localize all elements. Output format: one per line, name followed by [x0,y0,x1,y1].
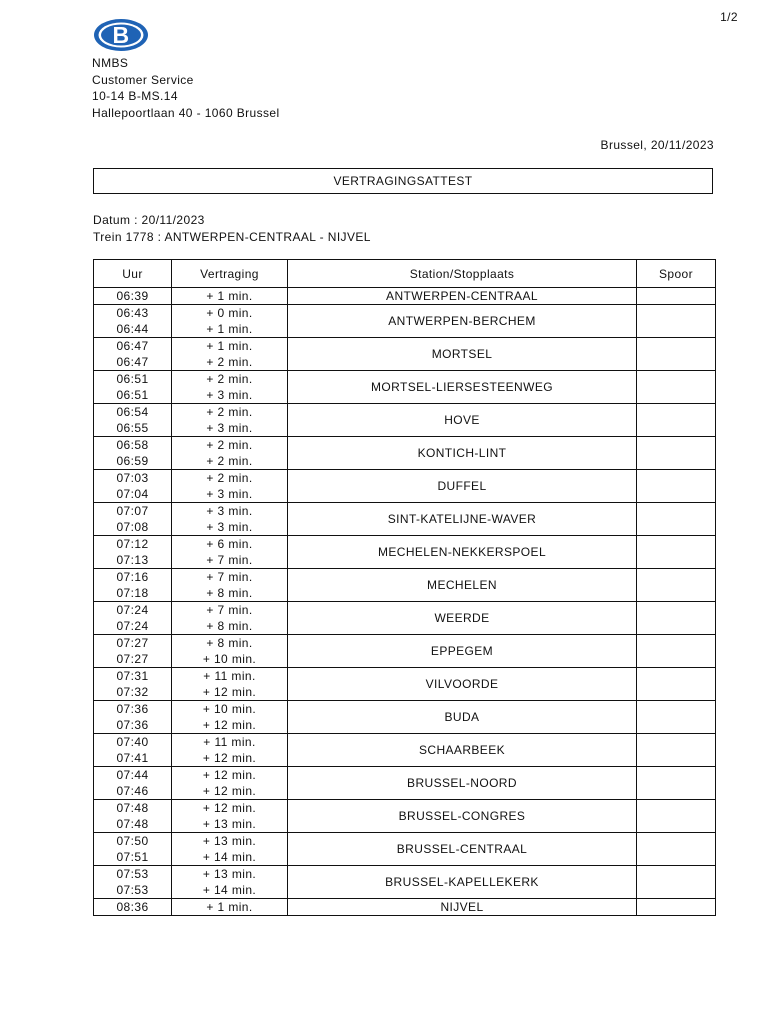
vertraging-cell [172,536,288,569]
spoor-cell [637,338,716,371]
place-date: Brussel, 20/11/2023 [600,138,714,152]
vertraging-value: + 14 min. [202,883,257,897]
uur-value: 07:51 [116,850,149,864]
table-row [94,833,716,866]
spoor-cell [637,635,716,668]
uur-value: 06:55 [116,421,149,435]
table-row [94,536,716,569]
uur-cell [94,470,172,503]
uur-value: 07:41 [116,751,149,765]
sender-org: NMBS [92,56,129,70]
uur-value: 06:51 [116,388,149,402]
spoor-cell [637,503,716,536]
vertraging-value: + 12 min. [202,784,257,798]
uur-cell [94,899,172,916]
vertraging-cell [172,470,288,503]
uur-value: 08:36 [116,900,149,914]
vertraging-cell [172,338,288,371]
uur-value: 07:31 [116,669,149,683]
uur-cell [94,866,172,899]
uur-value: 07:18 [116,586,149,600]
uur-value: 07:36 [116,702,149,716]
uur-cell [94,404,172,437]
spoor-cell [637,767,716,800]
sender-address [92,55,280,121]
journey-meta [93,212,371,245]
vertraging-cell [172,767,288,800]
station-cell: WEERDE [288,602,637,635]
uur-value: 06:43 [116,306,149,320]
station-cell: BRUSSEL-NOORD [288,767,637,800]
uur-value: 07:27 [116,636,149,650]
uur-value: 06:54 [116,405,149,419]
uur-value: 07:32 [116,685,149,699]
spoor-cell [637,833,716,866]
uur-value: 07:24 [116,619,149,633]
uur-value: 07:44 [116,768,149,782]
table-row [94,899,716,916]
vertraging-value: + 7 min. [206,603,253,617]
nmbs-logo [93,18,149,52]
uur-value: 07:53 [116,883,149,897]
uur-value: 07:53 [116,867,149,881]
vertraging-value: + 12 min. [202,685,257,699]
spoor-cell [637,800,716,833]
station-cell: NIJVEL [288,899,637,916]
uur-value: 07:13 [116,553,149,567]
table-row [94,800,716,833]
station-cell: BRUSSEL-CENTRAAL [288,833,637,866]
vertraging-value: + 13 min. [202,817,257,831]
vertraging-value: + 8 min. [206,636,253,650]
uur-cell [94,800,172,833]
station-cell: VILVOORDE [288,668,637,701]
vertraging-value: + 2 min. [206,355,253,369]
vertraging-value: + 12 min. [202,751,257,765]
uur-cell [94,668,172,701]
uur-value: 07:50 [116,834,149,848]
station-cell: MORTSEL [288,338,637,371]
uur-value: 07:24 [116,603,149,617]
station-cell: SINT-KATELIJNE-WAVER [288,503,637,536]
table-row [94,288,716,305]
logo-letter: B [112,22,130,48]
uur-value: 06:47 [116,339,149,353]
uur-value: 07:16 [116,570,149,584]
station-cell: ANTWERPEN-BERCHEM [288,305,637,338]
vertraging-cell [172,305,288,338]
table-row [94,470,716,503]
uur-value: 07:48 [116,801,149,815]
vertraging-value: + 1 min. [206,289,253,303]
station-cell: KONTICH-LINT [288,437,637,470]
uur-value: 07:07 [116,504,149,518]
vertraging-value: + 2 min. [206,471,253,485]
spoor-cell [637,602,716,635]
table-row [94,305,716,338]
spoor-cell [637,866,716,899]
vertraging-value: + 0 min. [206,306,253,320]
vertraging-cell [172,602,288,635]
uur-value: 06:44 [116,322,149,336]
uur-value: 07:04 [116,487,149,501]
vertraging-cell [172,288,288,305]
station-cell: SCHAARBEEK [288,734,637,767]
table-row [94,701,716,734]
uur-value: 07:40 [116,735,149,749]
vertraging-cell [172,404,288,437]
spoor-cell [637,536,716,569]
uur-cell [94,371,172,404]
uur-cell [94,734,172,767]
station-cell: BUDA [288,701,637,734]
station-cell: BRUSSEL-KAPELLEKERK [288,866,637,899]
vertraging-value: + 12 min. [202,768,257,782]
station-cell: ANTWERPEN-CENTRAAL [288,288,637,305]
spoor-cell [637,569,716,602]
vertraging-cell [172,503,288,536]
uur-value: 06:39 [116,289,149,303]
table-row [94,866,716,899]
sender-department: Customer Service [92,72,194,87]
station-cell: BRUSSEL-CONGRES [288,800,637,833]
table-row [94,602,716,635]
spoor-cell [637,288,716,305]
spoor-cell [637,899,716,916]
header-vertraging: Vertraging [172,260,288,288]
sender-street: Hallepoortlaan 40 - 1060 Brussel [92,105,280,120]
vertraging-value: + 3 min. [206,388,253,402]
vertraging-cell [172,866,288,899]
page-number: 1/2 [720,10,738,24]
uur-value: 06:58 [116,438,149,452]
station-cell: HOVE [288,404,637,437]
uur-value: 07:12 [116,537,149,551]
vertraging-value: + 3 min. [206,421,253,435]
spoor-cell [637,437,716,470]
vertraging-cell [172,635,288,668]
spoor-cell [637,404,716,437]
vertraging-value: + 13 min. [202,867,257,881]
vertraging-cell [172,668,288,701]
vertraging-value: + 10 min. [202,702,257,716]
vertraging-cell [172,569,288,602]
datum-line: Datum : 20/11/2023 [93,213,205,227]
uur-cell [94,833,172,866]
vertraging-cell [172,800,288,833]
vertraging-value: + 11 min. [203,735,256,749]
vertraging-value: + 8 min. [206,586,253,600]
table-row [94,437,716,470]
uur-value: 07:27 [116,652,149,666]
table-row [94,371,716,404]
table-row [94,569,716,602]
spoor-cell [637,701,716,734]
vertraging-value: + 1 min. [206,322,253,336]
table-row [94,338,716,371]
uur-cell [94,288,172,305]
header-station: Station/Stopplaats [288,260,637,288]
vertraging-value: + 12 min. [202,801,257,815]
delay-table [93,259,716,916]
vertraging-value: + 14 min. [202,850,257,864]
vertraging-value: + 1 min. [206,339,253,353]
uur-cell [94,635,172,668]
vertraging-value: + 3 min. [206,504,253,518]
table-row [94,734,716,767]
uur-cell [94,602,172,635]
document-title-box [93,168,713,194]
vertraging-value: + 7 min. [206,553,253,567]
vertraging-cell [172,899,288,916]
spoor-cell [637,305,716,338]
spoor-cell [637,470,716,503]
vertraging-value: + 2 min. [206,454,253,468]
vertraging-cell [172,437,288,470]
vertraging-value: + 10 min. [202,652,257,666]
uur-cell [94,536,172,569]
vertraging-cell [172,371,288,404]
table-row [94,503,716,536]
vertraging-value: + 11 min. [203,669,256,683]
vertraging-value: + 7 min. [206,570,253,584]
uur-value: 07:36 [116,718,149,732]
header-uur: Uur [94,260,172,288]
table-row [94,635,716,668]
header-spoor: Spoor [637,260,716,288]
uur-cell [94,569,172,602]
station-cell: EPPEGEM [288,635,637,668]
table-row [94,668,716,701]
uur-value: 07:48 [116,817,149,831]
vertraging-value: + 6 min. [206,537,253,551]
vertraging-value: + 12 min. [202,718,257,732]
uur-value: 06:51 [116,372,149,386]
uur-value: 06:59 [116,454,149,468]
vertraging-value: + 1 min. [206,900,253,914]
trein-line: Trein 1778 : ANTWERPEN-CENTRAAL - NIJVEL [93,229,371,244]
delay-table-body [94,288,716,916]
vertraging-value: + 2 min. [206,372,253,386]
vertraging-cell [172,701,288,734]
vertraging-value: + 8 min. [206,619,253,633]
table-header-row [94,260,716,288]
uur-cell [94,305,172,338]
vertraging-value: + 2 min. [206,438,253,452]
vertraging-cell [172,734,288,767]
uur-value: 06:47 [116,355,149,369]
vertraging-value: + 2 min. [206,405,253,419]
uur-cell [94,767,172,800]
uur-cell [94,338,172,371]
station-cell: MECHELEN-NEKKERSPOEL [288,536,637,569]
station-cell: DUFFEL [288,470,637,503]
uur-cell [94,437,172,470]
station-cell: MORTSEL-LIERSESTEENWEG [288,371,637,404]
table-row [94,767,716,800]
table-row [94,404,716,437]
uur-value: 07:46 [116,784,149,798]
sender-box: 10-14 B-MS.14 [92,89,178,103]
document-title: VERTRAGINGSATTEST [333,174,473,188]
station-cell: MECHELEN [288,569,637,602]
uur-value: 07:08 [116,520,149,534]
vertraging-value: + 13 min. [202,834,257,848]
spoor-cell [637,734,716,767]
uur-cell [94,503,172,536]
vertraging-cell [172,833,288,866]
uur-value: 07:03 [116,471,149,485]
vertraging-value: + 3 min. [206,487,253,501]
spoor-cell [637,668,716,701]
spoor-cell [637,371,716,404]
uur-cell [94,701,172,734]
vertraging-value: + 3 min. [206,520,253,534]
